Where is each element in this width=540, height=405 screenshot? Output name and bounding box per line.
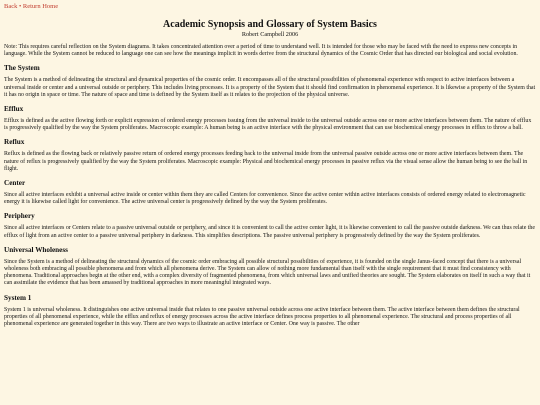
section-heading: Periphery xyxy=(4,212,35,221)
section-body: System 1 is universal wholeness. It distinguishes one active universal inside that relates to one passive universal outside across one active interface between them. The active interface between them defines the structural properties of all phenomenal experience, while the efflux and reflux of energy processes across the active interface defines process properties to all phenomenal experience. The structural and process properties of all phenomenal experience are generated together in this way. There are two ways to illustrate an active interface or Center. One way is passive. The other xyxy=(4,306,520,328)
section-universal-wholeness xyxy=(4,246,536,288)
section-body: Since the System is a method of delineating the structural dynamics of the cosmic order embracing all possible structural possibilities of experience, it is founded on the single Janus-faced concept that there is a universal wholeness both embracing all possible phenomena and from which all phenomena derive. The System can allow of nothing more fundamental than itself with the single requirement that it must find consistency with phenomena. Traditional approaches begin at the other end, with a complex diversity of fragmented phenomena, from which universal laws and unified theories are sought. The System elaborates on itself in such a way that it can assimilate the evidence that has been amassed by traditional approaches in more meaningful integrated ways. xyxy=(4,258,531,287)
section-the-system xyxy=(4,64,536,99)
section-heading: Reflux xyxy=(4,138,25,147)
section-heading: Universal Wholeness xyxy=(4,245,68,254)
section-body: Efflux is defined as the active flowing forth or explicit expression of ordered energy processes issuing from the universal inside to the universal outside across one or more active interfaces between them. The nature of efflux is progressively qualified by the way the System proliferates. Macroscopic example: A human being is an active interface with the physical environment that can use biochemical energy processes in efflux to throw a ball. xyxy=(4,118,532,132)
section-system-1 xyxy=(4,294,536,329)
section-body: The System is a method of delineating the structural and dynamical properties of the cosmic order. It encompasses all of the structural possibilities of phenomenal experience with respect to active interfaces between a universal inside or center and a universal outside or periphery. This includes living processes. It is a property of the System that it should find confirmation in phenomenal experience. It is likewise a property of the System that it has no origin in space or time. The nature of space and time is defined by the System itself as it relates to the projection of the physical universe. xyxy=(4,77,536,98)
section-body: Since all active interfaces or Centers relate to a passive universal outside or periphery, and since it is convenient to call the active center light, it is likewise convenient to call the passive outside darkness. We can thus relate the efflux of light from an active center to a passive universal periphery in darkness. This simplifies descriptions. The passive universal periphery is progressively defined by the way the System proliferates. xyxy=(4,225,535,239)
section-heading: System 1 xyxy=(4,293,32,302)
section-efflux xyxy=(4,105,536,132)
section-body: Reflux is defined as the flowing back or relatively passive return of ordered energy processes feeding back to the universal inside from the universal passive outside across one or more active interfaces between them. The nature of reflux is progressively qualified by the way the System proliferates. Macroscopic example: Physical and biochemical energy processes in passive reflux via the visual sense allow the human being to see the ball in flight. xyxy=(4,151,528,172)
section-heading: Center xyxy=(4,179,26,188)
return-home-link[interactable]: Return Home xyxy=(22,3,59,10)
top-nav xyxy=(4,3,536,11)
section-heading: Efflux xyxy=(4,105,24,114)
nav-separator: • xyxy=(18,3,22,10)
section-periphery xyxy=(4,212,536,239)
section-center xyxy=(4,179,536,206)
intro-note: Note: This requires careful reflection on the System diagrams. It takes concentrated attention over a period of time to understand well. It is intended for those who may be faced with the need to express new concepts in language. While the System cannot be reduced to language one can see how the meanings implicit in words derive from the structural dynamics of the Cosmic Order that has directed our biological and social evolution. xyxy=(4,44,518,58)
section-heading: The System xyxy=(4,64,40,73)
section-reflux xyxy=(4,138,536,173)
section-body: Since all active interfaces exhibit a universal active inside or center within them they are called Centers for convenience. Since the active center within active interfaces consists of ordered energy related to electromagnetic energy it is likewise called light for convenience. The active universal center is progressively defined by the way the System proliferates. xyxy=(4,192,526,206)
back-link[interactable]: Back xyxy=(4,3,18,10)
author-line: Robert Campbell 2006 xyxy=(241,31,299,38)
page-title: Academic Synopsis and Glossary of System Basics xyxy=(163,19,377,30)
